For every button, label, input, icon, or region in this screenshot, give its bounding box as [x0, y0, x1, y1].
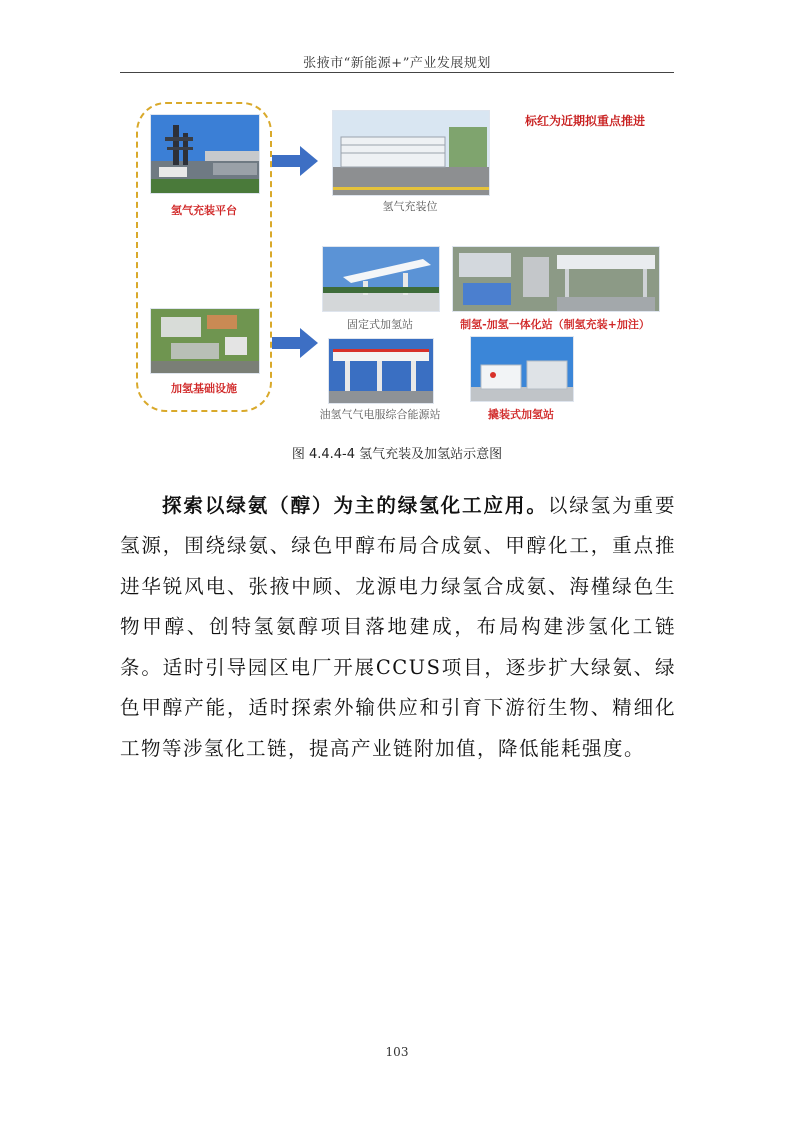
- header-rule: [120, 72, 674, 73]
- skid-station-photo: [470, 336, 574, 402]
- paragraph-text: 以绿氢为重要氢源，围绕绿氨、绿色甲醇布局合成氨、甲醇化工，重点推进华锐风电、张掖中顾、龙源电力绿氢合成氨、海槿绿色生物甲醇、创特氢氨醇项目落地建成，布局构建涉氢化工链条。适时引导园区电厂开展CCUS项目，逐步扩大绿氨、绿色甲醇产能，适时探索外输供应和引育下游衍生物、精细化工物等涉氢化工链，提高产业链附加值，降低能耗强度。: [120, 493, 676, 760]
- legend-note: 标红为近期拟重点推进: [524, 114, 645, 128]
- integrated-station-photo: [452, 246, 660, 312]
- filling-platform-photo: [150, 114, 260, 194]
- station-label-fixed: 固定式加氢站: [347, 318, 413, 331]
- station-label-comprehensive: 油氢气气电服综合能源站: [319, 408, 441, 421]
- platform-label-infrastructure: 加氢基础设施: [171, 382, 237, 395]
- station-label-skid: 撬装式加氢站: [488, 408, 554, 421]
- infrastructure-photo: [150, 308, 260, 374]
- station-label-filling-position: 氢气充装位: [382, 200, 438, 213]
- fixed-station-photo: [322, 246, 440, 312]
- platform-label-filling: 氢气充装平台: [171, 204, 237, 217]
- page-number: 103: [385, 1045, 409, 1059]
- running-header: 张掖市“新能源+”产业发展规划: [303, 56, 491, 71]
- station-label-integrated: 制氢-加氢一体化站（制氢充装+加注）: [460, 318, 650, 331]
- paragraph-lead: 探索以绿氨（醇）为主的绿氢化工应用。: [162, 493, 548, 517]
- arrow-right-icon: [272, 146, 318, 176]
- filling-position-photo: [332, 110, 490, 196]
- hydrogen-station-figure: [120, 90, 680, 430]
- arrow-right-icon: [272, 328, 318, 358]
- comprehensive-station-photo: [328, 338, 434, 404]
- figure-caption: 图 4.4.4-4 氢气充装及加氢站示意图: [291, 447, 503, 462]
- body-paragraph: [120, 486, 676, 770]
